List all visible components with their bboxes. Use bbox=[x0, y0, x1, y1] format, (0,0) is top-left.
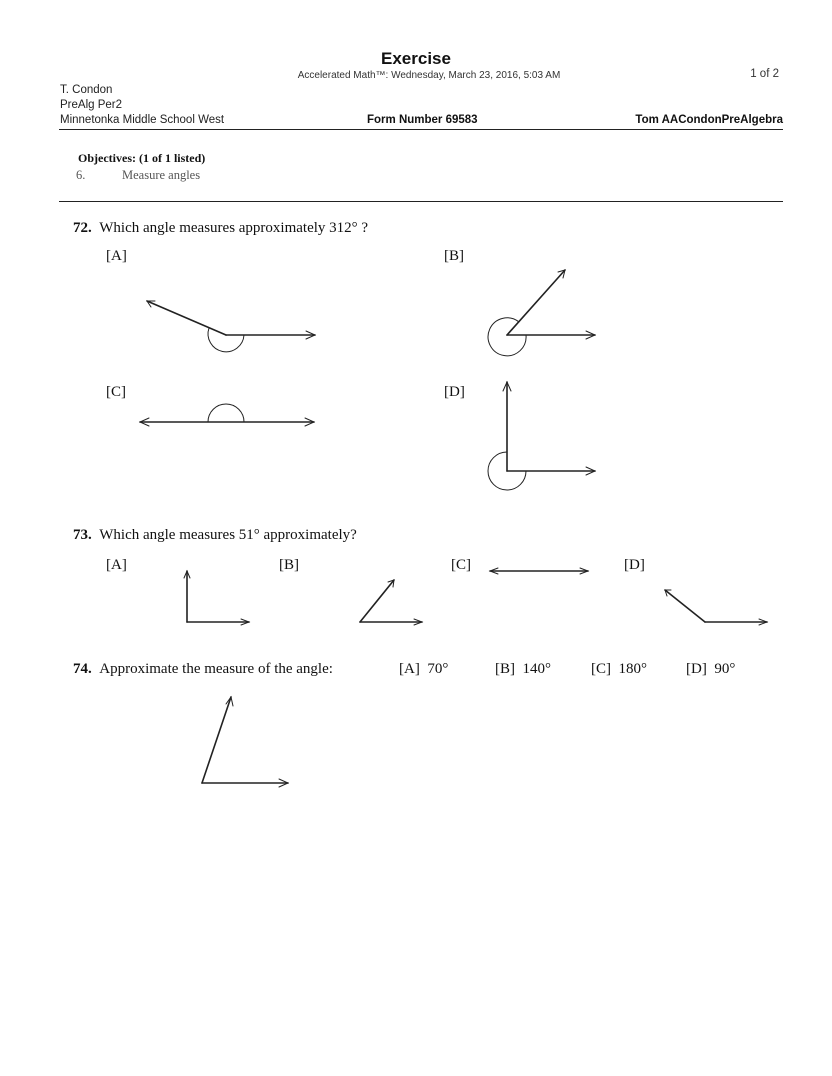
q72-angle-b bbox=[488, 270, 595, 356]
student-name: Tom AACondonPreAlgebra bbox=[635, 114, 783, 126]
q73-angle-c bbox=[490, 568, 588, 574]
question-number: 74. bbox=[73, 661, 92, 677]
choice-d: [D] bbox=[624, 557, 645, 573]
choice-c: [C] bbox=[451, 557, 471, 573]
page-number: 1 of 2 bbox=[750, 68, 779, 80]
q73-angle-d bbox=[665, 590, 767, 625]
form-number: Form Number 69583 bbox=[367, 114, 478, 126]
choice-a: [A] bbox=[106, 248, 127, 264]
choice-b: [B] bbox=[279, 557, 299, 573]
q72-angle-d bbox=[488, 382, 595, 490]
choice-a: [A] 70° bbox=[399, 661, 449, 677]
q73-angle-b bbox=[360, 580, 422, 625]
choice-c: [C] 180° bbox=[591, 661, 647, 677]
choice-d: [D] bbox=[444, 384, 465, 400]
school-name: Minnetonka Middle School West bbox=[60, 114, 225, 126]
question-number: 72. bbox=[73, 220, 92, 236]
choice-a: [A] bbox=[106, 557, 127, 573]
subtitle: Accelerated Math™: Wednesday, March 23, 2016, 5:03 AM bbox=[297, 70, 561, 81]
q74-angle bbox=[202, 697, 288, 787]
question-text: Approximate the measure of the angle: bbox=[99, 661, 333, 677]
q73-angle-a bbox=[184, 571, 249, 625]
q72-angle-c bbox=[140, 404, 314, 426]
q72-angle-a bbox=[147, 301, 315, 352]
teacher-name: T. Condon bbox=[60, 84, 113, 96]
choice-b: [B] bbox=[444, 248, 464, 264]
choice-d: [D] 90° bbox=[686, 661, 736, 677]
choice-b: [B] 140° bbox=[495, 661, 551, 677]
question-text: Which angle measures 51° approximately? bbox=[99, 527, 357, 543]
class-name: PreAlg Per2 bbox=[60, 99, 123, 111]
page-title: Exercise bbox=[381, 49, 451, 68]
choice-c: [C] bbox=[106, 384, 126, 400]
objective-number: 6. bbox=[76, 168, 86, 182]
question-number: 73. bbox=[73, 527, 92, 543]
objective-text: Measure angles bbox=[122, 168, 201, 182]
objectives-heading: Objectives: (1 of 1 listed) bbox=[78, 151, 206, 165]
question-text: Which angle measures approximately 312° ? bbox=[99, 220, 369, 236]
